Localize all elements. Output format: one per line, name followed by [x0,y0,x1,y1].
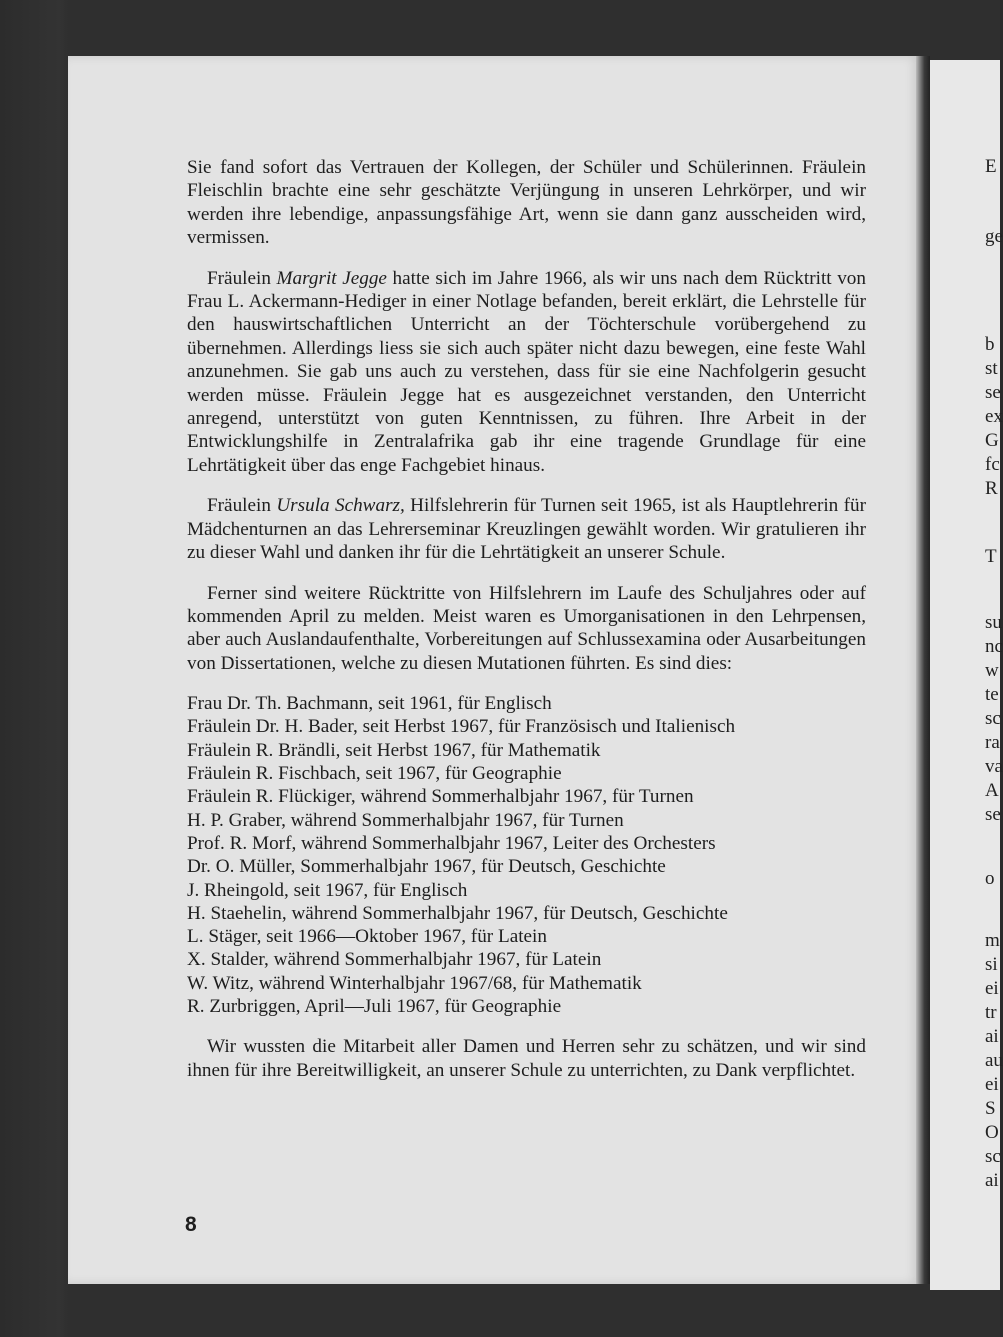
paragraph-ferner: Ferner sind weitere Rücktritte von Hilfslehrern im Laufe des Schuljahres oder auf kommenden April zu melden. Meist waren es Umorganisationen in den Lehrpensen, aber auch Auslandaufenthalte, Vorbereitungen auf Schlussexamina oder Ausarbeitungen von Dissertationen, welche zu diesen Mutationen führten. Es sind dies: [187,582,866,674]
list-item: H. P. Graber, während Sommerhalbjahr 1967, für Turnen [187,809,624,831]
next-page-fragment: ra [985,732,1000,753]
list-item: Frau Dr. Th. Bachmann, seit 1961, für Englisch [187,693,552,715]
next-page-fragment: ei [985,978,999,999]
next-page-fragment: G [985,430,999,451]
next-page-fragment: se [985,804,1001,825]
book-gutter [916,56,930,1284]
next-page-fragment: A [985,780,999,801]
next-page-fragment: ei [985,1074,999,1095]
next-page-fragment: ai [985,1170,999,1191]
paragraph-closing: Wir wussten die Mitarbeit aller Damen und Herren sehr zu schätzen, und wir sind ihnen für ihre Bereitwilligkeit, an unserer Schule zu unterrichten, zu Dank verpflichtet. [187,1036,866,1081]
next-page-fragment: o [985,868,995,889]
next-page-fragment: E [985,156,997,177]
next-page-fragment: va [985,756,1003,777]
schwarz-text: Hilfslehrerin für Turnen seit 1965, ist als Hauptlehrerin für Mädchenturnen an das Lehrerseminar Kreuzlingen gewählt worden. Wir gratulieren ihr zu dieser Wahl und danken ihr für die Lehrtätigkeit an unserer Schule. [187,495,867,564]
page-body [187,156,866,1099]
next-page-fragment: m [985,930,1000,951]
list-item: Dr. O. Müller, Sommerhalbjahr 1967, für Deutsch, Geschichte [187,856,666,878]
jegge-lead: Fräulein [207,267,277,289]
paragraph-jegge [187,267,866,478]
next-page-fragment: w [985,660,999,681]
paragraph-fleischlin: Sie fand sofort das Vertrauen der Kollegen, der Schüler und Schülerinnen. Fräulein Fleischlin brachte eine sehr geschätzte Verjüngung in unseren Lehrkörper, und wir werden ihre lebendige, anpassungsfähige Art, wenn sie dann ganz ausscheiden wird, vermissen. [187,157,866,249]
list-item: Prof. R. Morf, während Sommerhalbjahr 1967, Leiter des Orchesters [187,832,716,854]
list-item: Fräulein Dr. H. Bader, seit Herbst 1967, für Französisch und Italienisch [187,716,736,738]
next-page-fragment: te [985,684,999,705]
page-number: 8 [185,1213,197,1236]
next-page-fragment: fc [985,454,1000,475]
next-page-fragment: tr [985,1002,997,1023]
next-page-fragment: ai [985,1026,999,1047]
list-item: L. Stäger, seit 1966—Oktober 1967, für Latein [187,926,547,948]
next-page-fragment: nc [985,636,1003,657]
next-page-fragment: O [985,1122,999,1143]
next-page-fragment: b [985,334,995,355]
next-page-fragment: ge [985,226,1003,247]
resignations-list [187,692,866,1018]
next-page-fragment: se [985,382,1001,403]
schwarz-lead: Fräulein [207,495,277,517]
next-page-fragment: sc [985,708,1001,729]
adjacent-page-edge [930,60,1003,1290]
next-page-fragment: T [985,546,997,567]
next-page-fragment: si [985,954,998,975]
list-item: W. Witz, während Winterhalbjahr 1967/68, für Mathematik [187,972,642,994]
next-page-fragment: R [985,478,998,499]
list-item: X. Stalder, während Sommerhalbjahr 1967, für Latein [187,949,602,971]
paragraph-schwarz [187,494,866,564]
next-page-fragment: S [985,1098,996,1119]
jegge-text: hatte sich im Jahre 1966, als wir uns nach dem Rücktritt von Frau L. Ackermann-Hediger in einer Notlage befanden, bereit erklärt, die Lehrstelle für den hauswirtschaftlichen Unterricht an der Töchterschule vorübergehend zu übernehmen. Allerdings liess sie sich auch später nicht dazu bewegen, eine feste Wahl anzunehmen. Sie gab uns auch zu verstehen, dass für sie eine Nachfolgerin gesucht werden müsse. Fräulein Jegge hat es ausgezeichnet verstanden, den Unterricht anregend, unterstützt von guten Kenntnissen, zu führen. Ihre Arbeit in der Entwicklungshilfe in Zentralafrika gab ihr eine tragende Grundlage für eine Lehrtätigkeit über das enge Fachgebiet hinaus. [187,267,866,476]
next-page-fragment: ex [985,406,1003,427]
list-item: Fräulein R. Brändli, seit Herbst 1967, für Mathematik [187,739,601,761]
next-page-fragment: su [985,612,1002,633]
next-page-fragment: sc [985,1146,1001,1167]
schwarz-name: Ursula Schwarz, [276,495,405,517]
list-item: R. Zurbriggen, April—Juli 1967, für Geographie [187,995,562,1017]
next-page-fragment: au [985,1050,1003,1071]
next-page-fragment: st [985,358,998,379]
jegge-name: Margrit Jegge [276,267,387,289]
list-item: Fräulein R. Fischbach, seit 1967, für Geographie [187,763,562,785]
list-item: J. Rheingold, seit 1967, für Englisch [187,879,468,901]
list-item: H. Staehelin, während Sommerhalbjahr 1967, für Deutsch, Geschichte [187,902,728,924]
list-item: Fräulein R. Flückiger, während Sommerhalbjahr 1967, für Turnen [187,786,694,808]
